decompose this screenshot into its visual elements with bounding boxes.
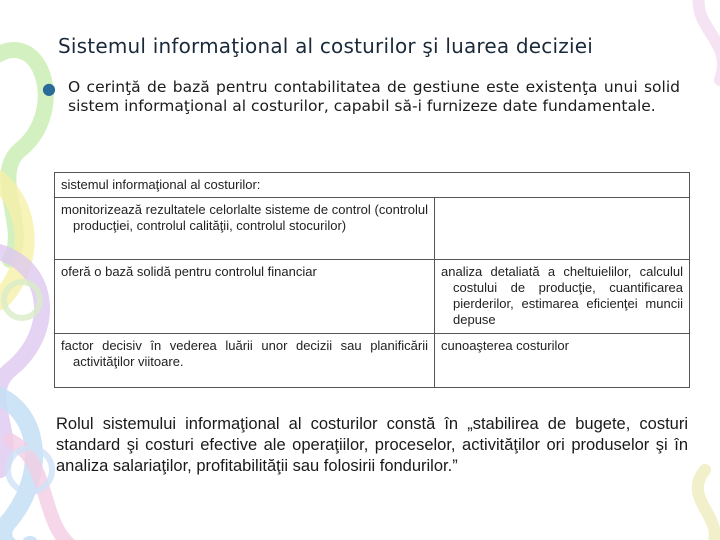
table-header-cell: sistemul informaţional al costurilor: <box>55 173 690 198</box>
table-cell-left: oferă o bază solidă pentru controlul financiar <box>55 260 435 334</box>
table-header-row <box>55 173 690 198</box>
bullet-dot-icon: ● <box>42 79 56 98</box>
table-row <box>55 334 690 388</box>
table-cell-right: analiza detaliată a cheltuielilor, calculul costului de producţie, cuantificarea pierderilor, estimarea eficienţei muncii depuse <box>435 260 690 334</box>
table-cell-left: monitorizează rezultatele celorlalte sisteme de control (controlul producţiei, controlul calităţii, controlul stocurilor) <box>55 198 435 260</box>
table-cell-right <box>435 198 690 260</box>
conclusion-text: Rolul sistemului informaţional al costurilor constă în „stabilirea de bugete, costuri standard şi costuri efective ale operaţiilor, proceselor, activităţilor ori produselor şi în analiza salariaţilor, profitabilităţii sau folosirii fondurilor.” <box>56 415 688 475</box>
bullet-point <box>40 78 680 116</box>
slide-title: Sistemul informaţional al costurilor şi luarea deciziei <box>58 34 593 58</box>
table-row <box>55 260 690 334</box>
swirl-right-bottom <box>698 470 715 540</box>
bullet-text: O cerinţă de bază pentru contabilitatea de gestiune este existenţa unui solid sistem informaţional al costurilor, capabil să-i furnizeze date fundamentale. <box>68 78 680 115</box>
table-cell-left: factor decisiv în vederea luării unor decizii sau planificării activităţilor viitoare. <box>55 334 435 388</box>
cost-info-table <box>54 172 690 388</box>
table-row <box>55 198 690 260</box>
table-cell-right: cunoaşterea costurilor <box>435 334 690 388</box>
